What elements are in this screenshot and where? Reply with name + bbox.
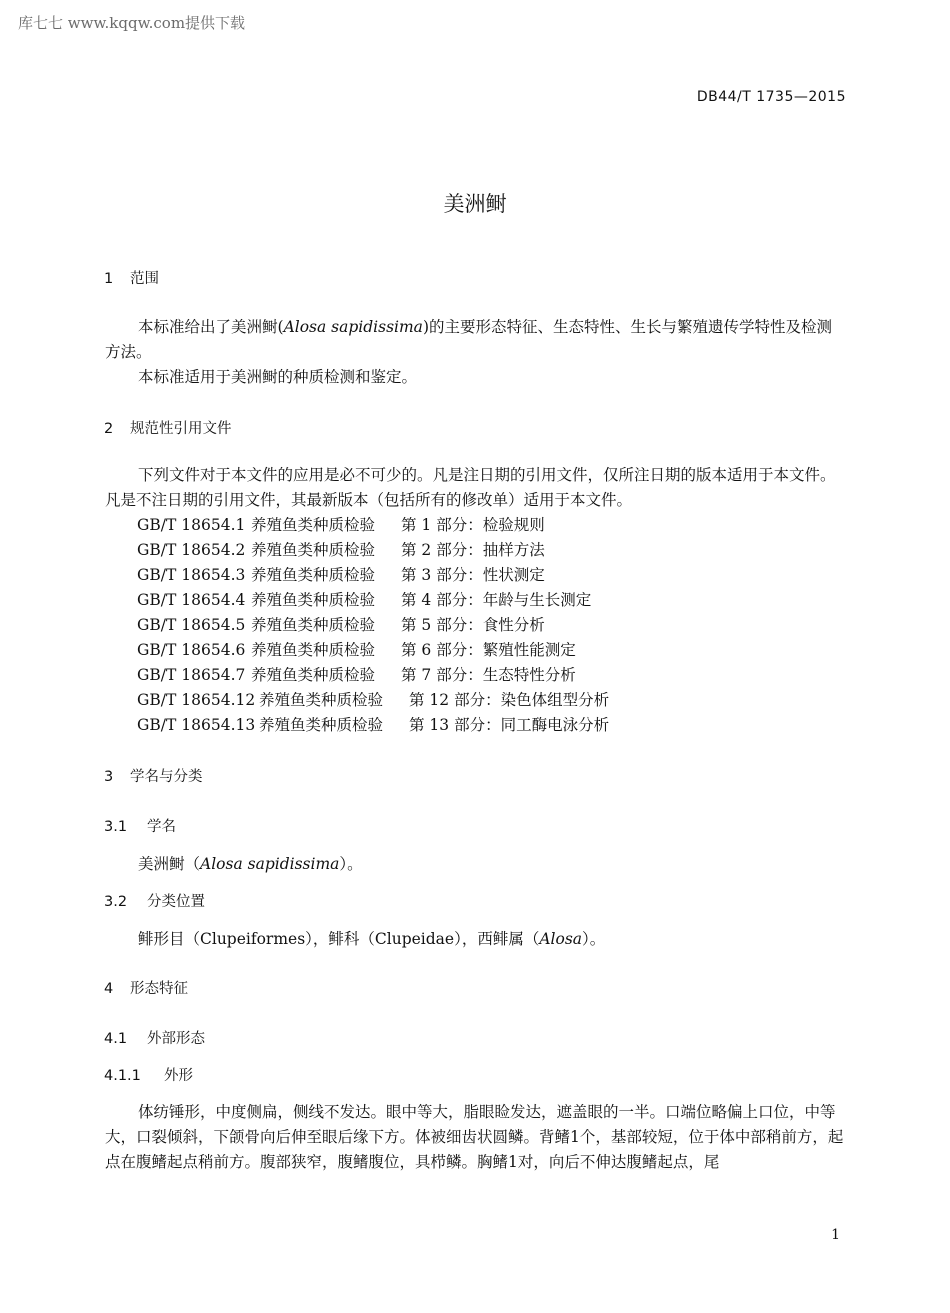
page-number: 1 [831, 1227, 840, 1243]
subsection-heading-4-1-1: 4.1.1 外形 [104, 1068, 193, 1084]
reference-item: GB/T 18654.13 养殖鱼类种质检验 第 13 部分：同工酶电泳分析 [137, 716, 610, 734]
reference-item: GB/T 18654.3 养殖鱼类种质检验 第 3 部分：性状测定 [137, 566, 545, 584]
reference-item: GB/T 18654.6 养殖鱼类种质检验 第 6 部分：繁殖性能测定 [137, 641, 576, 659]
scope-applicability: 本标准适用于美洲鲥的种质检测和鉴定。 [138, 368, 418, 386]
subsection-heading-4-1: 4.1 外部形态 [104, 1031, 205, 1047]
latin-name: Alosa sapidissima [200, 855, 340, 873]
section-heading-1: 1 范围 [104, 271, 159, 287]
morphology-paragraph: 体纺锤形，中度侧扁，侧线不发达。眼中等大，脂眼睑发达，遮盖眼的一半。口端位略偏上口位，中等大，口裂倾斜，下颌骨向后伸至眼后缘下方。体被细齿状圆鳞。背鳍1个，基部较短，位于体中部稍前方，起点在腹鳍起点稍前方。腹部狭窄，腹鳍腹位，具栉鳞。胸鳍1对，向后不伸达腹鳍起点，尾 [105, 1103, 844, 1171]
scope-paragraph: 本标准给出了美洲鲥(Alosa sapidissima)的主要形态特征、生态特性、生长与繁殖遗传学特性及检测方法。 [105, 318, 832, 361]
section-heading-2: 2 规范性引用文件 [104, 421, 232, 437]
reference-item: GB/T 18654.12 养殖鱼类种质检验 第 12 部分：染色体组型分析 [137, 691, 610, 709]
watermark-text: 库七七 www.kqqw.com提供下载 [18, 14, 246, 32]
latin-name: Alosa sapidissima [283, 318, 423, 336]
subsection-heading-3-1: 3.1 学名 [104, 819, 176, 835]
section-heading-3: 3 学名与分类 [104, 769, 203, 785]
classification-text: 鲱形目（Clupeiformes），鲱科（Clupeidae），西鲱属（Alosa）。 [138, 930, 606, 948]
reference-item: GB/T 18654.2 养殖鱼类种质检验 第 2 部分：抽样方法 [137, 541, 545, 559]
reference-item: GB/T 18654.7 养殖鱼类种质检验 第 7 部分：生态特性分析 [137, 666, 576, 684]
document-number: DB44/T 1735—2015 [696, 89, 846, 105]
section-heading-4: 4 形态特征 [104, 981, 188, 997]
latin-genus: Alosa [539, 930, 583, 948]
references-intro: 下列文件对于本文件的应用是必不可少的。凡是注日期的引用文件，仅所注日期的版本适用于本文件。凡是不注日期的引用文件，其最新版本（包括所有的修改单）适用于本文件。 [105, 466, 836, 509]
page-title: 美洲鲥 [443, 192, 507, 216]
scientific-name: 美洲鲥（Alosa sapidissima）。 [138, 855, 363, 873]
subsection-heading-3-2: 3.2 分类位置 [104, 894, 205, 910]
reference-item: GB/T 18654.5 养殖鱼类种质检验 第 5 部分：食性分析 [137, 616, 545, 634]
reference-item: GB/T 18654.1 养殖鱼类种质检验 第 1 部分：检验规则 [137, 516, 545, 534]
reference-item: GB/T 18654.4 养殖鱼类种质检验 第 4 部分：年龄与生长测定 [137, 591, 592, 609]
